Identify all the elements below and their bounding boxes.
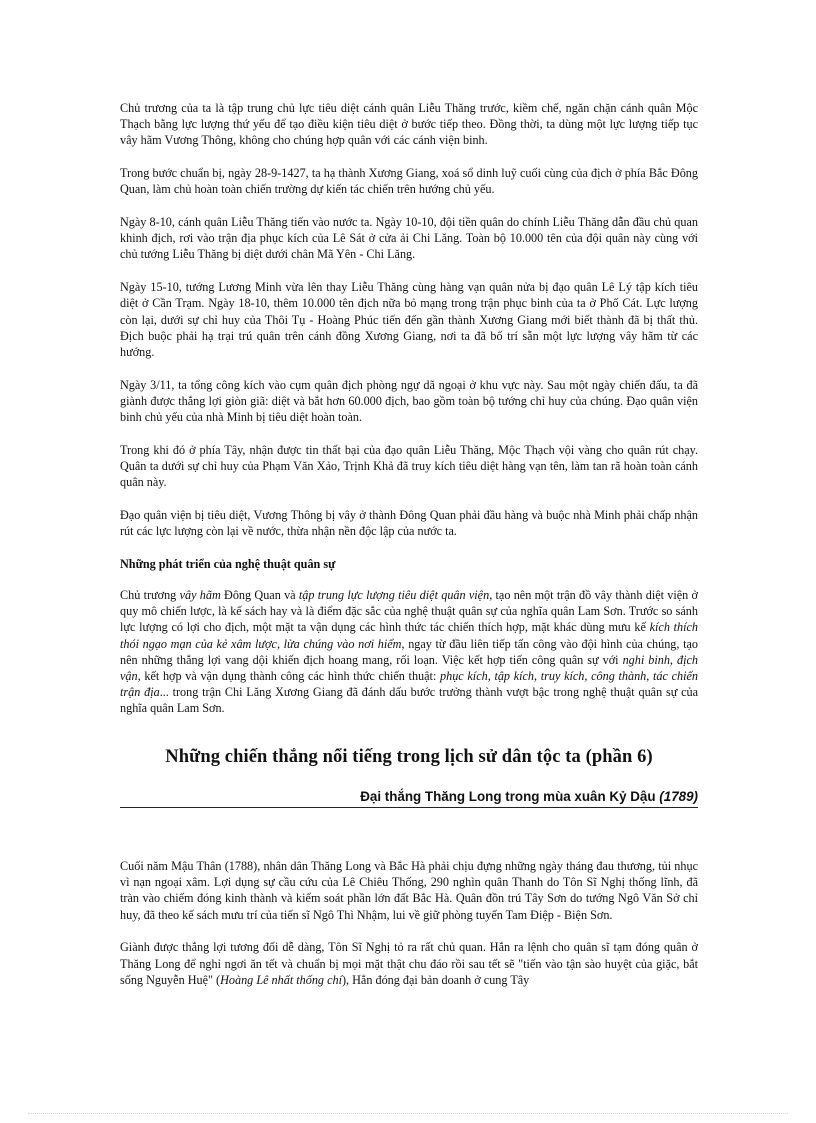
italic-text: vây hãm <box>179 587 221 602</box>
article-title: Những chiến thắng nổi tiếng trong lịch sử dân tộc ta (phần 6) <box>165 746 653 767</box>
italic-text: nghi binh, địch vận <box>120 652 698 683</box>
italic-text: kích thích thói ngạo mạn của kẻ xâm lược, lừa chúng vào nơi hiểm <box>120 620 699 651</box>
article-subtitle-text: Đại thắng Thăng Long trong mùa xuân Kỷ Dậu <box>360 788 656 804</box>
military-art-paragraph <box>120 587 698 717</box>
article-subtitle-year: (1789) <box>659 788 698 804</box>
article-subtitle <box>120 789 698 808</box>
italic-text: Hoàng Lê nhất thống chí <box>220 972 342 987</box>
article-paragraphs <box>120 858 698 988</box>
text-run: ... trong trận Chi Lăng Xương Giang đã đánh dấu bước trưởng thành vượt bậc trong nghệ thuật quân sự của nghĩa quân Lam Sơn. <box>120 685 699 716</box>
paragraph: Trong bước chuẩn bị, ngày 28-9-1427, ta hạ thành Xương Giang, xoá sổ dinh luỹ cuối cùng của địch ở phía Bắc Đông Quan, làm chủ hoàn toàn chiến trường dự kiến tác chiến trên hướng chủ yếu. <box>120 166 698 197</box>
document-page <box>120 100 698 1004</box>
text-run: , ngay từ đầu liên tiếp tấn công vào đội hình của chúng, tạo nên những thắng lợi vang dội khiến địch hoang mang, rối loạn. Việc kết hợp tiến công quân sự với <box>120 636 698 667</box>
text-run: Đông Quan và <box>220 587 299 602</box>
paragraph: Chủ trương của ta là tập trung chủ lực tiêu diệt cánh quân Liễu Thăng trước, kiềm chế, ngăn chặn cánh quân Mộc Thạch bằng lực lượng thứ yếu để tạo điều kiện tiêu diệt ở bước tiếp theo. Đồng thời, ta dùng một lực lượng tiếp tục vây hãm Vương Thông, không cho chúng hợp quân với các cánh viện binh. <box>120 101 698 148</box>
paragraph: Ngày 3/11, ta tổng công kích vào cụm quân địch phòng ngự dã ngoại ở khu vực này. Sau một ngày chiến đấu, ta đã giành được thắng lợi giòn giã: diệt và bắt hơn 60.000 địch, bao gồm toàn bộ tướng chỉ huy của chúng. Đạo quân viện binh chủ yếu của nhà Minh bị tiêu diệt hoàn toàn. <box>120 377 698 425</box>
text-run: Giành được thắng lợi tương đối dễ dàng, Tôn Sĩ Nghị tỏ ra rất chủ quan. Hắn ra lệnh cho quân sĩ tạm đóng quân ở Thăng Long để nghỉ ngơi ăn tết và chuẩn bị mọi mặt thật chu đáo rồi sau tết sẽ "tiến vào tận sào huyệt của giặc, bắt sống Nguyễn Huệ" ( <box>120 940 698 987</box>
paragraph <box>120 939 698 988</box>
italic-text: phục kích, tập kích, truy kích, công thành, tác chiến trận địa <box>120 668 698 700</box>
italic-text: tập trung lực lượng tiêu diệt quân viện <box>298 587 490 602</box>
section-heading: Những phát triển của nghệ thuật quân sự <box>120 556 336 571</box>
page-bottom-rule <box>28 1113 788 1114</box>
paragraph: Đạo quân viện bị tiêu diệt, Vương Thông bị vây ở thành Đông Quan phải đầu hàng và buộc nhà Minh phải chấp nhận rút các lực lượng còn lại về nước, thừa nhận nền độc lập của nước ta. <box>120 507 698 539</box>
paragraph <box>120 858 698 923</box>
paragraph: Ngày 15-10, tướng Lương Minh vừa lên thay Liễu Thăng cùng hàng vạn quân nửa bị đạo quân Lê Lý tập kích tiêu diệt ở Cần Trạm. Ngày 18-10, thêm 10.000 tên địch nữa bỏ mạng trong trận phục binh của ta ở Phố Cát. Lực lượng còn lại, dưới sự chỉ huy của Thôi Tụ - Hoàng Phúc tiến đến gần thành Xương Giang mới biết thành đã bị thất thủ. Địch buộc phải hạ trại trú quân trên cánh đồng Xương Giang, nơi ta đã bố trí sẵn một lực lượng vây hãm từ các hướng. <box>120 280 698 359</box>
text-run: , kết hợp và vận dụng thành công các hình thức chiến thuật: <box>137 668 441 683</box>
text-run: ), Hắn đóng đại bản doanh ở cung Tây <box>341 972 530 987</box>
text-run: , tạo nên một trận đồ vây thành diệt viện ở quy mô chiến lược, là kế sách hay và là điểm đặc sắc của nghệ thuật quân sự của nghĩa quân Lam Sơn. Trước so sánh lực lượng có lợi cho địch, một mặt ta vận dụng các hình thức tác chiến thích hợp, mặt khác dùng mưu kế <box>120 587 699 635</box>
paragraph: Trong khi đó ở phía Tây, nhận được tin thất bại của đạo quân Liễu Thăng, Mộc Thạch vội vàng cho quân rút chạy. Quân ta dưới sự chỉ huy của Phạm Văn Xảo, Trịnh Khả đã truy kích tiêu diệt hàng vạn tên, làm tan rã hoàn toàn cánh quân này. <box>120 442 698 490</box>
text-run: Chủ trương <box>120 587 180 602</box>
paragraph: Ngày 8-10, cánh quân Liễu Thăng tiến vào nước ta. Ngày 10-10, đội tiền quân do chính Liễu Thăng dẫn đầu chủ quan khinh địch, rơi vào trận địa phục kích của Lê Sát ở cửa ải Chi Lăng. Toàn bộ 10.000 tên của đội quân này cùng với chủ tướng Liễu Thăng bị diệt dưới chân Mã Yên - Chi Lăng. <box>120 215 698 262</box>
text-run: Cuối năm Mậu Thân (1788), nhân dân Thăng Long và Bắc Hà phải chịu đựng những ngày tháng đau thương, tủi nhục vì nạn ngoại xâm. Lợi dụng sự cầu cứu của Lê Chiêu Thống, 290 nghìn quân Thanh do Tôn Sĩ Nghị thống lĩnh, đã tràn vào chiếm đóng kinh thành và kiểm soát phần lớn đất Bắc Hà. Quân đồn trú Tây Sơn do tướng Ngô Văn Sở chỉ huy, đã theo kế sách mưu trí của tiến sĩ Ngô Thì Nhậm, lui về giữ phòng tuyến Tam Điệp - Biện Sơn. <box>120 859 698 922</box>
campaign-paragraphs <box>120 100 698 539</box>
